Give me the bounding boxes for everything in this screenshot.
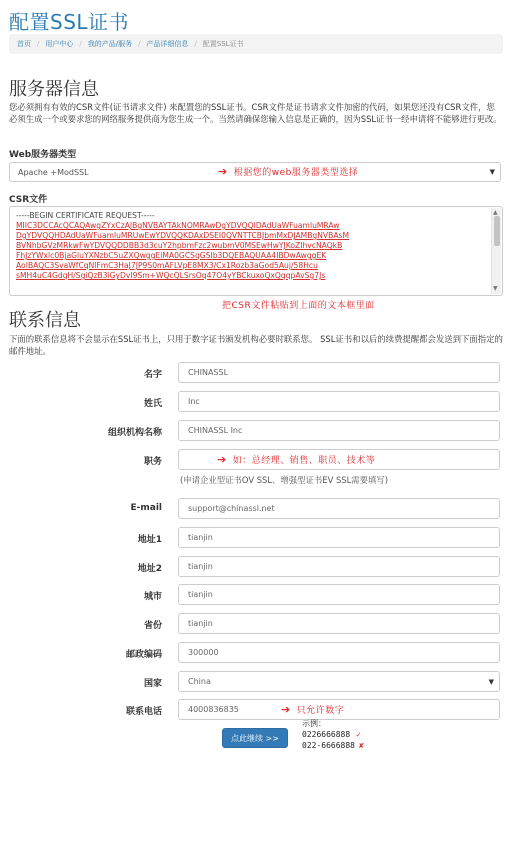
dropdown-caret-icon: ▼ [488,678,494,686]
scroll-up-icon[interactable]: ▲ [493,209,498,216]
address1-row [0,527,512,549]
last-name-label: 姓氏 [143,399,162,409]
province-row [0,613,512,635]
contact-info-heading: 联系信息 [9,310,81,331]
bad-example: 022-6666888 ✘ [302,741,364,750]
checkmark-icon: ✓ [356,730,361,739]
breadcrumb-my-products[interactable]: 我的产品/服务 [87,40,133,48]
breadcrumb-separator: / [138,40,141,48]
right-arrow-icon: ➔ [217,453,227,466]
cross-icon: ✘ [358,741,364,750]
phone-row [0,699,512,721]
organization-label: 组织机构名称 [107,428,162,438]
country-select[interactable] [178,671,500,692]
phone-label: 联系电话 [125,707,162,717]
country-label: 国家 [143,679,162,689]
csr-line: sMH4uC4GdqH/SgiQzB3iGyDvI9Sm+WQcQLSrsOq47O4yYBCkuxoQxQqqpAvSg7Js [16,271,326,280]
address2-input[interactable]: tianjin [178,556,500,577]
province-label: 省份 [143,621,162,631]
page-title: 配置SSL证书 [9,10,130,34]
organization-row [0,420,512,442]
city-label: 城市 [143,592,162,602]
address2-label: 地址2 [137,564,162,574]
phone-input[interactable]: 4000836835 [178,699,500,720]
good-example: 0226666888 ✓ [302,730,361,739]
job-title-hint: (申请企业型证书OV SSL、增强型证书EV SSL需要填写) [180,475,389,485]
web-server-type-value: Apache +ModSSL [18,167,89,177]
csr-line: DgYDVQQHDAdUaWFuamluMRUwEwYDVQQKDAxDSEI0QVNTTCBJbmMxDJAMBgNVBAsM [16,231,350,240]
scroll-down-icon[interactable]: ▼ [493,285,498,292]
postcode-input[interactable]: 300000 [178,642,500,663]
continue-button[interactable]: 点此继续 >> [222,728,288,748]
postcode-label: 邮政编码 [125,650,162,660]
first-name-row [0,362,512,384]
csr-line: -----BEGIN CERTIFICATE REQUEST----- [16,211,155,220]
phone-examples [302,718,364,751]
contact-info-description: 下面的联系信息将不会显示在SSL证书上，只用于数字证书颁发机构必要时联系您。 SSL证书和以后的续费提醒都会发送到下面指定的邮件地址。 [9,334,503,356]
city-input[interactable]: tianjin [178,584,500,605]
csr-textarea[interactable] [9,206,503,296]
address1-label: 地址1 [137,535,162,545]
last-name-input[interactable]: Inc [178,391,500,412]
job-title-label: 职务 [143,457,162,467]
server-info-description: 您必须拥有有效的CSR文件(证书请求文件) 来配置您的SSL证书。CSR文件是证书请求文件加密的代码，如果您还没有CSR文件，您必须生成一个或要求您的网络服务提供商为您生成一个。当然请确保您输入信息是正确的，因为SSL证书一经申请将不能够进行更改。 [9,102,502,124]
address1-input[interactable]: tianjin [178,527,500,548]
breadcrumb-product-details[interactable]: 产品详细信息 [146,40,189,48]
phone-annotation: ➔ 只允许数字 [281,703,345,716]
csr-scrollbar[interactable] [491,208,501,294]
breadcrumb-separator: / [194,40,197,48]
country-row [0,671,512,693]
web-server-type-label: Web服务器类型 [9,150,77,160]
first-name-input[interactable]: CHINASSL [178,362,500,383]
csr-line: MIIC3DCCAcQCAQAwgZYxCzAJBgNVBAYTAkNOMRAwDgYDVQQIDAdUaWFuamluMRAw [16,221,340,230]
csr-line: BVNhbGVzMRkwFwYDVQQDDBB3d3cuY2hpbmFzc2wubmV0MSEwHwYJKoZIhvcNAQkB [16,241,343,250]
job-title-annotation: ➔ 如：总经理、销售、职员、技术等 [217,453,376,466]
breadcrumb-separator: / [79,40,82,48]
breadcrumb-separator: / [37,40,40,48]
province-input[interactable]: tianjin [178,613,500,634]
server-info-heading: 服务器信息 [9,79,99,100]
right-arrow-icon: ➔ [281,703,291,716]
country-value: China [188,677,211,686]
breadcrumb-current: 配置SSL证书 [202,40,244,48]
csr-line: FhJzYWxlc0BjaGluYXNzbC5uZXQwggEiMA0GCSqGSIb3DQEBAQUAA4IBDwAwggEK [16,251,327,260]
email-row [0,498,512,520]
last-name-row [0,391,512,413]
first-name-label: 名字 [143,370,162,380]
job-title-row [0,449,512,471]
breadcrumb-home[interactable]: 首页 [17,40,31,48]
breadcrumb [9,34,503,54]
scrollbar-thumb[interactable] [494,216,500,246]
csr-line: AoIBAQC3SvaWfCqNlFmC3HaJ7JP9S0mAFLVpE8MX3/Cx1Rozb3aGod5Auj/58Hcu [16,261,318,270]
city-row [0,584,512,606]
postcode-row [0,642,512,664]
email-label: E-mail [130,503,162,513]
csr-annotation: 把CSR文件粘贴到上面的文本框里面 [222,301,375,311]
breadcrumb-user-center[interactable]: 用户中心 [45,40,74,48]
server-type-annotation: ➔ 根据您的web服务器类型选择 [218,165,359,178]
right-arrow-icon: ➔ [218,165,228,178]
dropdown-caret-icon: ▼ [489,168,495,176]
csr-label: CSR文件 [9,195,48,205]
examples-title: 示例： [302,719,326,728]
email-input[interactable]: support@chinassl.net [178,498,500,519]
organization-input[interactable]: CHINASSL Inc [178,420,500,441]
address2-row [0,556,512,578]
